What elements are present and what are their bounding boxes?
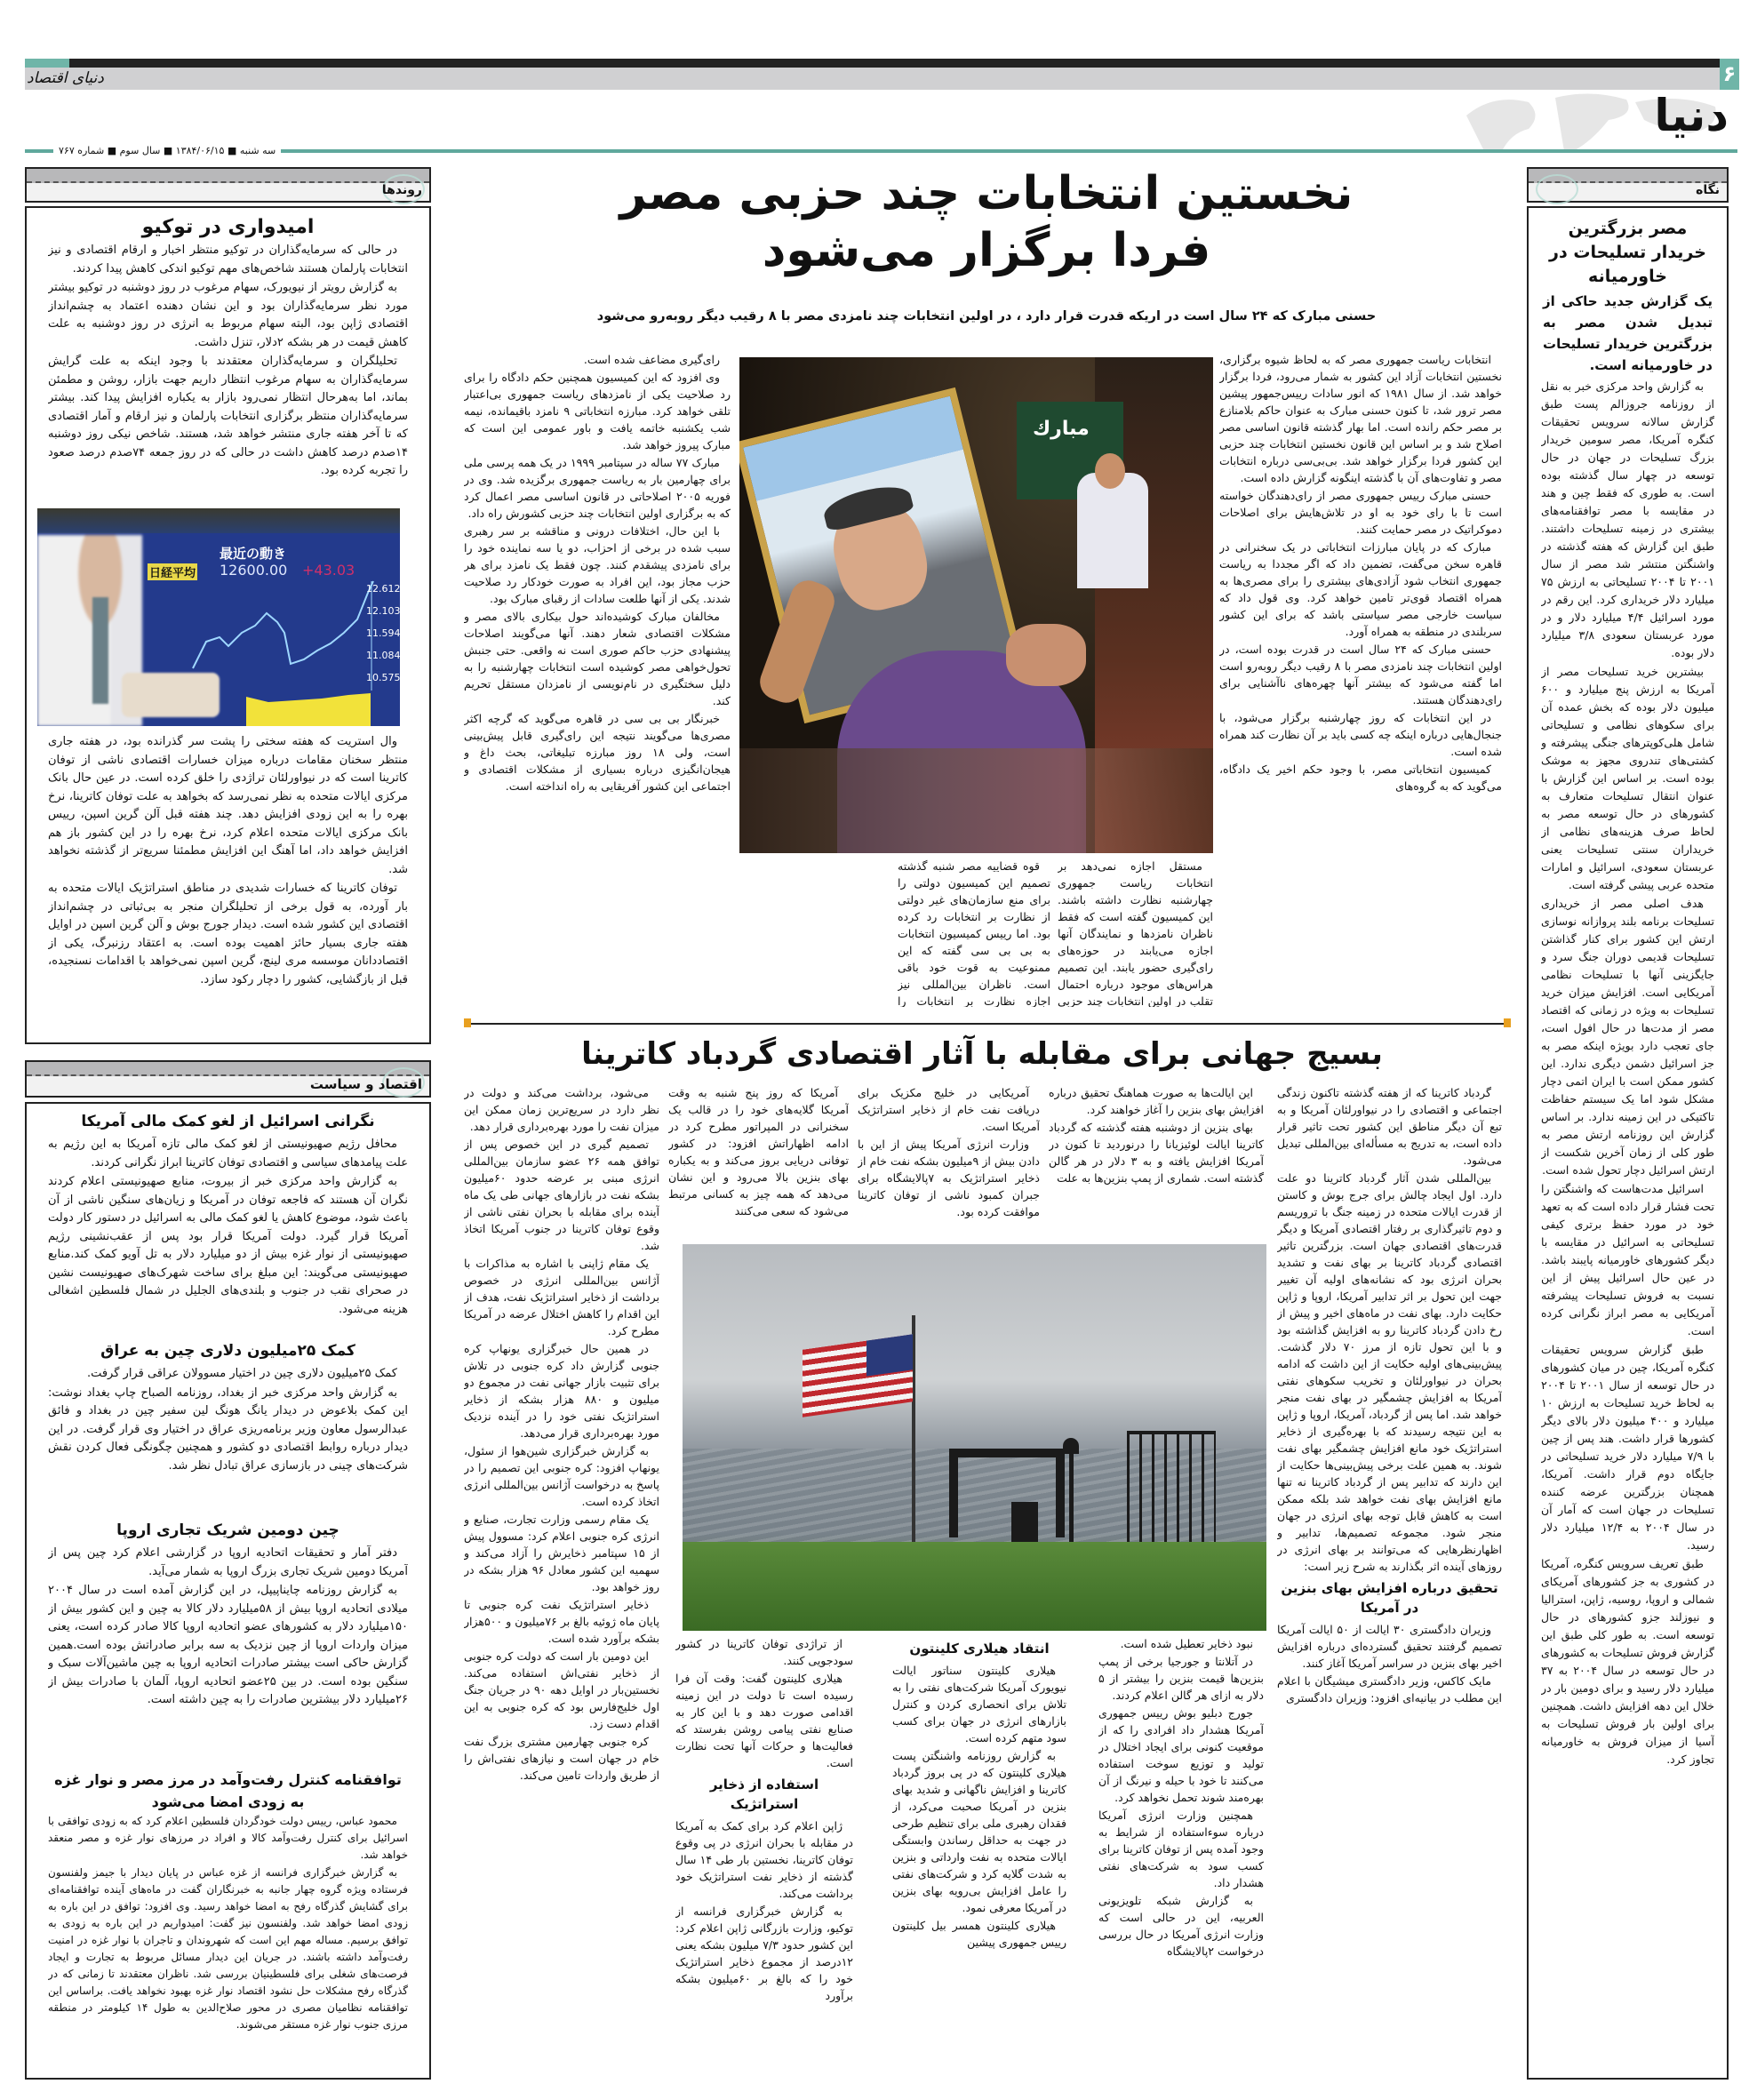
story-body — [48, 1136, 408, 1337]
paragraph: این ایالت‌ها به صورت هماهنگ تحقیق درباره افزایش بهای بنزین را آغاز خواهند کرد. — [1049, 1086, 1264, 1116]
divider-marker — [464, 1018, 471, 1027]
paragraph: طبق تعریف سرویس کنگره، آمریکا در کشوری به جز کشورهای آمریکای شمالی و اروپا، روسیه، ژاپن، استرالیا و نیوزلند جزو کشورهای در حال توسعه است. به طور کلی طبق این گزارش فروش تسلیحات به کشورهای در حال توسعه در سال ۲۰۰۴ به ۳۷ میلیارد دلار رسید و برای دومین بار در خلال این دهه افزایش داشت. همچنین برای اولین بار فروش تسلیحات به آسیا از میزان فروش به خاورمیانه تجاوز کرد. — [1541, 1557, 1714, 1766]
paragraph: هیلاری کلینتون گفت: وقت آن فرا رسیده است تا دولت در این زمینه اقدامی صورت دهد و با این کار به صنایع نفتی پیامی روشن بفرستد که فعالیت‌ها و حرکات آنها تحت نظارت است. — [675, 1672, 853, 1769]
story-headline: امیدواری در توکیو — [141, 216, 315, 238]
paragraph: به گزارش روزنامه واشنگتن پست هیلاری کلینتون که در پی بروز گردباد کاترینا و افزایش ناگهانی و شدید بهای بنزین در آمریکا صحبت می‌کرد، از فقدان رهبری ملی برای تنظیم طرحی در جهت به حداقل رساندن وابستگی ایالات متحده به نفت وارداتی و بنزین به شدت گلایه کرد و شرکت‌های نفتی را عامل افزایش بی‌رویه بهای بنزین در آمریکا معرفی نمود. — [892, 1749, 1066, 1914]
paragraph: گردباد کاترینا که از هفته گذشته تاکنون زندگی اجتماعی و اقتصادی را در نیواورلئان آمریکا و به تبع آن دیگر مناطق این کشور تحت تاثیر قرار داده است، به تدریج به مسأله‌ای بین‌المللی تبدیل می‌شود. — [1277, 1086, 1502, 1167]
index-value: 12600.00 — [220, 562, 288, 579]
story-body — [48, 242, 408, 501]
paragraph: با این حال، اختلافات درونی و مناقشه بر سر رهبری سبب شده در برخی از احزاب، دو یا سه نماینده خود را برای نامزدی پیشقدم کنند. چون فقط یک نامزد برای هر حزب مجاز بود، این افراد به صورت خودکار رد صلاحیت شدند. یکی از آنها طلعت سادات از رقبای مبارک بود. — [464, 524, 731, 605]
sidebar-header-negah — [1527, 167, 1729, 203]
sidebar-lead: یک گزارش جدید حاکی از تبدیل شدن مصر به بزرگترین خریدار تسلیحات در خاورمیانه است. — [1543, 293, 1713, 373]
column-text — [675, 1817, 853, 2004]
campaign-sign-text: مبارك — [1033, 418, 1090, 440]
paragraph: دفتر آمار و تحقیقات اتحادیه اروپا در گزارشی اعلام کرد چین پس از آمریکا دومین شریک تجاری بزرگ اروپا به شمار می‌آید. — [48, 1546, 408, 1578]
paragraph: ژاپن اعلام کرد برای کمک به آمریکا در مقابله با بحران انرژی در پی وقوع توفان کاترینا، نخستین بار طی ۱۴ سال گذشته از ذخایر نفت استراتژیک خود برداشت می‌کند. — [675, 1819, 853, 1900]
sidebar-label: روندها — [381, 183, 422, 197]
paragraph: به گزارش خبرگزاری فرانسه از توکیو، وزارت بازرگانی ژاپن اعلام کرد: این کشور حدود ۷/۳ میلیون بشکه یعنی ۱۲درصد از مجموع ذخایر استراتژیک خود را که بالغ بر ۶۰میلیون بشکه برآورد — [675, 1904, 853, 2002]
subheading: استفاده از ذخایر استراتژیک — [709, 1777, 819, 1812]
story-headline: نگرانی اسرائیل از لغو کمک مالی آمریکا — [81, 1113, 375, 1130]
top-black-bar — [25, 59, 1720, 68]
lead-subtitle: حسنی مبارک که ۲۴ سال است در اریکه قدرت قرار دارد ، در اولین انتخابات چند نامزدی مصر با ۸ رقیب دیگر روبه‌رو می‌شود — [596, 309, 1377, 323]
paragraph: همچنین وزارت انرژی آمریکا درباره سوءاستفاده از شرایط به وجود آمده پس از توفان کاترینا برای کسب سود به شرکت‌های نفتی هشدار داد. — [1098, 1809, 1264, 1889]
lamp-post — [1069, 1449, 1074, 1555]
paragraph: از تراژدی توفان کاترینا در کشور سودجویی کنند. — [675, 1637, 853, 1667]
paragraph: به گزارش رویتر از نیویورک، سهام مرغوب در روز دوشنبه در توکیو بیشتر مورد نظر سرمایه‌گذاران بود و این نشان دهنده اعتماد به چشم‌انداز اقتصادی ژاپن بود، البته سهام مربوط به انرژی در روز دوشنبه به علت کاهش قیمت در هر بشکه ۲دلار، تنزل داشت. — [48, 281, 408, 349]
paragraph: جورج دبلیو بوش رییس جمهوری آمریکا هشدار داد افرادی را که از موقعیت کنونی برای ایجاد اختلال در تولید و توزیع سوخت استفاده می‌کنند تا خود با حیله و نیرنگ از آن بهره‌مند شوند تحمل نخواهد کرد. — [1098, 1706, 1264, 1804]
axis-tick: 11.084 — [366, 650, 400, 661]
paragraph: وی افزود که این کمیسیون همچنین حکم دادگاه را برای رد صلاحیت یکی از نامزدهای ریاست جمهوری بی‌اعتبار تلقی خواهد کرد. مبارزه انتخاباتی ۹ نامزد باقیمانده، نیمه شب یکشنبه خاتمه یافت و باور عمومی این است که مبارک پیروز خواهد شد. — [464, 371, 731, 451]
paragraph: رای‌گیری مضاعف شده است. — [583, 353, 720, 366]
paragraph: به گزارش روزنامه چایناپیپل، در این گزارش آمده است در سال ۲۰۰۴ میلادی اتحادیه اروپا بیش از ۵۸میلیارد دلار کالا به چین و این کشور بیش از ۱۵۰میلیارد دلار به کشورهای عضو اتحادیه اروپا کالا صادر کرده است، یعنی میزان واردات اروپا از چین نزدیک به سه برابر صادراتش بوده است.همین گزارش حاکی است بیشتر صادرات اتحادیه اروپا به چین ماشین‌آلات سبک و سنگین بوده است. در بین ۲۵عضو اتحادیه اروپا، آلمان با صادرات بیش از ۲۶میلیارد دلار بیشترین صادرات را به چین داشته است. — [48, 1584, 408, 1706]
paragraph: مبارک که در پایان مبارزات انتخاباتی در یک سخنرانی در قاهره سخن می‌گفت، تضمین داد که اگر مجددا به ریاست جمهوری انتخاب شود آزادی‌های بیشتری را برای مصری‌ها به همراه اقتصاد قوی‌تر تامین خواهد کرد. وی قول داد که سیاست خارجی مصر سیاستی باشد که برای این کشور سربلندی در منطقه به همراه آورد. — [1219, 540, 1502, 638]
story-1 — [48, 1107, 408, 1337]
paragraph: در همین حال خبرگزاری یونهاپ کره جنوبی گزارش داد کره جنوبی در تلاش برای تثبیت بازار جهانی نفت در مجموع دو میلیون و ۸۸۰ هزار بشکه از ذخایر استراتژیک نفتی خود را در آینده نزدیک مورد بهره‌برداری قرار می‌دهد. — [464, 1342, 659, 1440]
katrina-column-d-bottom — [675, 1635, 853, 2080]
sidebar-label: اقتصاد و سیاست — [309, 1076, 422, 1092]
paragraph: به گزارش شبکه تلویزیونی العربیه، این در حالی است که وزارت انرژی آمریکا در حال بررسی درخواست ۲پالایشگاه — [1098, 1894, 1264, 1958]
axis-tick: 11.594 — [366, 627, 400, 639]
paragraph: ذخایر استراتژیک نفت کره جنوبی تا پایان ماه ژوئیه بالغ بر ۷۶میلیون و ۵۰۰هزار بشکه برآورد شده است. — [464, 1598, 659, 1645]
story-headline: توافقنامه کنترل رفت‌وآمد در مرز مصر و نوار غزه به زودی امضا می‌شود — [54, 1771, 402, 1810]
tokyo-stock-photo — [37, 508, 400, 726]
lead-column-3 — [898, 858, 1050, 1007]
dock-structure — [949, 1449, 1065, 1537]
lead-column-1 — [1219, 351, 1502, 1007]
story-headline: چین دومین شریک تجاری اروپا — [116, 1521, 339, 1539]
axis-tick: 12.612 — [366, 583, 400, 595]
subheading: انتقاد هیلاری کلینتون — [909, 1641, 1050, 1657]
paragraph: به گزارش واحد مرکزی خبر از بغداد، روزنامه الصباح چاپ بغداد نوشت: این کمک بلاعوض در دیدار یانگ هونگ لین سفیر چین در بغداد و فائق عبدالرسول معاون وزیر برنامه‌ریزی عراق در اختیار وی قرار گرفت. در این دیدار درباره روابط اقتصادی دو کشور و همچنین چگونگی فعال کردن نقش شرکت‌های چینی در بازسازی عراق تبادل نظر شد. — [48, 1385, 408, 1473]
paragraph: بین‌المللی شدن آثار گردباد کاترینا دو علت دارد. اول ایجاد چالش برای جرج بوش و کاستن از قدرت ایالات متحده در زمینه جنگ با تروریسم و دوم تاثیرگذاری بر رفتار اقتصادی آمریکا و دیگر قدرت‌های اقتصادی جهان است. بزرگترین تاثیر اقتصادی گردباد کاترینا بر بهای نفت و تشدید بحران انرژی بود که نشانه‌های اولیه آن تغییر جهت این تحول بر اثر تدابیر آمریکا، اروپا و ژاپن حکایت دارد. بهای نفت در ماه‌های اخیر و پیش از رخ دادن گردباد کاترینا رو به افزایش گذاشته بود و با این تحول تازه از مرز ۷۰ دلار گذشت. پیش‌بینی‌های اولیه حکایت از این داشت که ادامه بحران در نیواورلئان و تخریب سکوهای نفتی آمریکا به افزایش چشمگیر در بهای نفت منجر خواهد شد. اما پس از گردباد، آمریکا، اروپا و ژاپن به این نتیجه رسیدند که با بهره‌گیری از ذخایر استراتژیک خود مانع افزایش چشمگیر بهای نفت شوند. به همین علت برخی پیش‌بینی‌ها حکایت از این دارند که تدابیر پس از گردباد کاترینا نه تنها مانع افزایش بهای نفت خواهد شد بلکه ممکن است به کاهش قابل توجه بهای انرژی در جهان منجر شود. مجموعه تصمیم‌ها، تدابیر و اظهارنظرهایی که می‌توانند بر بهای انرژی در روزهای آینده اثر بگذارند به شرح زیر است: — [1277, 1171, 1502, 1573]
paragraph: تصمیم گیری در این خصوص پس از توافق همه ۲۶ عضو سازمان بین‌المللی انرژی مبنی بر عرضه حدود ۶۰میلیون بشکه نفت در بازارهای جهانی طی یک ماه آینده برای مقابله با بحران نفتی ناشی از وقوع توفان کاترینا در جنوب آمریکا اتخاذ شد. — [464, 1138, 659, 1252]
paragraph: یک مقام رسمی وزارت تجارت، صنایع و انرژی کره جنوبی اعلام کرد: مسوول پیش از ۱۵ سپتامبر ذخایرش را آزاد می‌کند و سهمیه این کشور معادل ۹۶ هزار بشکه در روز خواهد بود. — [464, 1513, 659, 1593]
paragraph: خبرنگار بی بی سی در قاهره می‌گوید که گرچه اکثر مصری‌ها می‌گویند نتیجه این رای‌گیری قابل پیش‌بینی است، ولی ۱۸ روز مبارزه تبلیغاتی، بحث داغ و هیجان‌انگیزی درباره بسیاری از مشکلات اقتصادی و اجتماعی این کشور آفریقایی به راه انداخته است. — [464, 712, 731, 793]
katrina-column-b-bottom — [1098, 1635, 1264, 2080]
paragraph: آمریکایی در خلیج مکزیک برای دریافت نفت خام از ذخایر استراتژیک آمریکا است. — [858, 1086, 1040, 1133]
top-accent-bar — [25, 59, 69, 68]
sidebar-box-negah — [1527, 206, 1729, 2080]
paragraph: طبق گزارش سرویس تحقیقات کنگره آمریکا، چین در میان کشورهای در حال توسعه از سال ۲۰۰۱ تا ۲۰۰۴ به لحاظ خرید تسلیحات به ارزش ۱۰ میلیارد و ۴۰۰ میلیون دلار بالای دیگر کشورها قرار داشت. هند پس از چین با ۷/۹ میلیارد دلار خرید تسلیحاتی در جایگاه دوم قرار داشت. آمریکا، همچنان بزرگترین عرضه کننده تسلیحات در جهان است که آمار آن در سال ۲۰۰۴ به ۱۲/۴ میلیارد دلار رسید. — [1541, 1343, 1714, 1552]
divider-marker — [1504, 1018, 1511, 1027]
katrina-column-right — [1277, 1084, 1502, 2080]
paragraph: مبارک ۷۷ ساله در سپتامبر ۱۹۹۹ در یک همه پرسی ملی برای چهارمین بار به ریاست جمهوری برگزیده شد. وی در فوریه ۲۰۰۵ اصلاحاتی در قانون اساسی مصر اعمال کرد که به برگزاری اولین انتخابات چند حزبی کشورش راه داد. — [464, 456, 731, 520]
column-text — [1277, 1084, 1502, 1575]
paragraph: محافل رژیم صهیونیستی از لغو کمک مالی تازه آمریکا به این رژیم به علت پیامدهای سیاسی و اقتصادی توفان کاترینا ابراز نگرانی کردند. — [48, 1138, 408, 1170]
lead-headline — [462, 165, 1511, 279]
paragraph: بهای بنزین از دوشنبه هفته گذشته که گردباد کاترینا ایالت لوئیزیانا را درنوردید تا کنون در آمریکا افزایش یافته و به ۳ دلار در هر گالن گذشته است. شماری از پمپ بنزین‌ها به علت — [1049, 1121, 1264, 1185]
story-3 — [48, 1516, 408, 1765]
katrina-column-b-top — [1049, 1084, 1264, 1237]
paragraph: حسنی مبارک رییس جمهوری مصر از رای‌دهندگان خواسته است تا با رای خود به او در تلاش‌هایش برای اصلاحات دموکراتیک در مصر حمایت کنند. — [1219, 489, 1502, 536]
section-title: دنیا — [1654, 90, 1729, 141]
headline-line: نخستین انتخابات چند حزبی مصر — [619, 167, 1354, 220]
paragraph: تحلیلگران و سرمایه‌گذاران معتقدند با وجود اینکه به علت گرایش سرمایه‌گذاران به سهام مرغوب انتظار داریم جهت بازار، روشن و مطمئن بماند، اما به‌هرحال انتظار نمی‌رود بازار به یکباره افزایش پیدا کند. بیشتر سرمایه‌گذاران منتظر برگزاری انتخابات پارلمان و نیز ارقام و آمار اقتصادی که تا آخر هفته جاری منتشر خواهد شد، هستند. شاخص نیکی روز دوشنبه ۱۴صدم درصد کاهش داشت در حالی که در روز جمعه ۷۴صدم درصد صعود را تجربه کرده بود. — [48, 355, 408, 477]
lead-column-2 — [1058, 858, 1213, 1007]
story-body — [48, 1813, 408, 2080]
column-text — [1277, 1621, 1502, 1706]
axis-tick: 10.575 — [366, 672, 400, 683]
paragraph: یک مقام ژاپنی با اشاره به مذاکرات با آژانس بین‌المللی انرژی در خصوص برداشت از ذخایر استراتژیک نفت، هدف از این اقدام را کاهش اختلال عرضه در آمریکا مطرح کرد. — [464, 1257, 659, 1337]
story-body — [48, 1545, 408, 1765]
katrina-column-c-bottom — [892, 1635, 1066, 2080]
screen-title: 最近の動き — [220, 546, 287, 562]
column-text — [892, 1662, 1066, 1951]
newspaper-logo: دنیای اقتصاد — [27, 69, 104, 87]
paragraph: حسنی مبارک که ۲۴ سال است در قدرت بوده است، در اولین انتخابات چند نامزدی مصر با ۸ رقیب دیگر روبه‌رو است اما گفته می‌شود که بیشتر آنها چهره‌های ناآشنایی برای رای‌دهندگان هستند. — [1219, 643, 1502, 707]
paragraph: کمک ۲۵میلیون دلاری چین در اختیار مسوولان عراقی قرار گرفت. — [86, 1367, 397, 1380]
paragraph: وزیران دادگستری ۳۰ ایالت از ۵۰ ایالت آمریکا تصمیم گرفتند تحقیق گسترده‌ای درباره افزایش اخیر بهای بنزین در سراسر آمریکا آغاز کنند. — [1277, 1623, 1502, 1670]
paragraph: قوه قضاییه مصر شنبه گذشته تصمیم این کمیسیون دولتی را برای منع سازمان‌های غیر دولتی از نظارت بر انتخابات رد کرده بود. اما رییس کمیسیون انتخابات به بی بی سی گفته که این ممنوعیت به قوت خود باقی است. ناظران بین‌المللی نیز اجازه نظارت بر انتخابات را — [898, 859, 1050, 1007]
us-flag — [803, 1334, 913, 1417]
sidebar-body — [1541, 378, 1714, 2022]
paragraph: نبود ذخایر تعطیل شده است. — [1120, 1637, 1253, 1650]
paragraph: به گزارش خبرگزاری فرانسه از غزه عباس در پایان دیدار با جیمز ولفنسون فرستاده ویژه گروه چهار جانبه به خبرنگاران گفت در ماه‌های آینده توافقنامه‌ای برای گشایش گذرگاه رفح به امضا خواهد رسید. وی افزود: توافق در این باره به زودی امضا خواهد شد. ولفنسون نیز گفت: امیدواریم در این باره به زودی به توافق برسیم. مساله مهم این است که شهروندان و تاجران با نوار غزه در امنیت رفت‌وآمد داشته باشند. در جریان این دیدار مسائل مربوط به تجارت و ایجاد فرصت‌های شغلی برای فلسطینیان بررسی شد. ناظران معتقدند تا زمانی که در گذرگاه رفح مشکلات حل نشود اقتصاد نوار غزه بهبود نخواهد یافت. براساس این توافقنامه نظامیان مصری در محور صلاح‌الدین به طول ۱۴ کیلومتر در منطقه مرزی جنوب نوار غزه مستقر می‌شوند. — [48, 1866, 408, 2031]
katrina-column-left — [464, 1084, 659, 2080]
paragraph: بیشترین خرید تسلیحات مصر از آمریکا به ارزش پنج میلیارد و ۶۰۰ میلیون دلار بوده که بخش عمده آن برای سکوهای نظامی و تسلیحاتی شامل هلی‌کوپترهای جنگی پیشرفته و کشتی‌های تندروی مجهز به موشک بوده است. بر اساس این گزارش با عنوان انتقال تسلیحات متعارف به کشورهای در حال توسعه مصر به لحاظ صرف هزینه‌های نظامی از خریداران سنتی تسلیحات یعنی عربستان سعودی، اسرائیل و امارات متحده عربی پیشی گرفته است. — [1541, 665, 1714, 891]
paragraph: هدف اصلی مصر از خریداری تسلیحات برنامه بلند پروازانه نوسازی ارتش این کشور برای کنار گذاشتن تسلیحات قدیمی دوران جنگ سرد و جایگزینی آنها با تسلیحات نظامی آمریکایی است. افزایش میزان خرید تسلیحات به ویژه در زمانی که اقتصاد مصر از مدت‌ها در حال افول است، جای تعجب دارد بویژه اینکه مصر به جز اسرائیل دشمن دیگری ندارد. این کشور ممکن است با ایران اتمی دچار مشکل شود اما یک سیستم حفاظت تاکتیکی در این زمینه ندارد. بر اساس گزارش این روزنامه ارتش مصر به طور کلی از زمان آخرین شکست از ارتش اسرائیل دچار تحول شده است. — [1541, 897, 1714, 1177]
paragraph: به گزارش واحد مرکزی خبر به نقل از روزنامه جروزالم پست طبق گزارش سالانه سرویس تحقیقات کنگره آمریکا، مصر سومین خریدار بزرگ تسلیحات در جهان در حال توسعه در چهار سال گذشته بوده است. به طوری که فقط چین و هند در مقایسه با مصر توافقنامه‌های بیشتری در زمینه تسلیحات داشتند. طبق این گزارش که هفته گذشته در واشنگتن منتشر شد مصر از سال ۲۰۰۱ تا ۲۰۰۴ تسلیحاتی به ارزش ۷۵ میلیارد دلار خریداری کرد. این رقم در مورد اسرائیل ۴/۴ میلیارد دلار و در مورد عربستان سعودی ۳/۸ میلیارد دلار بوده. — [1541, 379, 1714, 659]
economy-politics-box — [25, 1102, 431, 2080]
paragraph: محمود عباس، رییس دولت خودگردان فلسطین اعلام کرد که به زودی توافقی با اسرائیل برای کنترل رفت‌وآمد کالا و افراد در مرزهای نوار غزه و مصر منعقد خواهد شد. — [48, 1815, 408, 1861]
paragraph: وزارت انرژی آمریکا پیش از این با دادن بیش از ۹میلیون بشکه نفت خام از ذخایر استراتژیک به ۷پالایشگاه برای جبران کمبود ناشی از توفان کاترینا موافقت کرده بود. — [858, 1138, 1040, 1218]
paragraph: اسرائیل مدت‌هاست که واشنگتن را تحت فشار قرار داده است که به تعهد خود در مورد حفظ برتری کیفی تسلیحاتی به اسرائیل در مقایسه با دیگر کشورهای خاورمیانه پایبند باشد. در عین حال اسرائیل پیش از این نسبت به فروش تسلیحات پیشرفته آمریکایی به مصر ابراز نگرانی کرده است. — [1541, 1182, 1714, 1337]
index-label: 日経平均 — [148, 563, 197, 580]
page-number: ۶ — [1720, 59, 1739, 90]
paragraph: کره جنوبی چهارمین مشتری بزرگ نفت خام در جهان است و نیازهای نفتی‌اش را از طریق واردات تامین می‌کند. — [464, 1735, 659, 1782]
paragraph: انتخابات ریاست جمهوری مصر که به لحاظ شیوه برگزاری، نخستین انتخابات آزاد این کشور به شمار می‌رود، فردا برگزار خواهد شد. از سال ۱۹۸۱ که انور سادات رییس‌جمهور پیشین مصر ترور شد، تا کنون حسنی مبارک به عنوان حاکم بلامنازع بر مصر حکم رانده است. اما بهار گذشته قانون اساسی مصر اصلاح شد و بر اساس این قانون نخستین انتخابات چند حزبی این کشور فردا برگزار خواهد شد. بی‌بی‌سی درباره انتخابات مصر و تفاوت‌های آن با گذشته اینگونه گزارش داده است. — [1219, 353, 1502, 484]
paragraph: در آتلانتا و جورجیا برخی از پمپ بنزین‌ها قیمت بنزین را بیشتر از ۵ دلار به ازای هر گالن اعلام کردند. — [1098, 1655, 1264, 1702]
top-gray-band — [25, 68, 1720, 90]
paragraph: در حالی که سرمایه‌گذاران در توکیو منتظر اخبار و ارقام اقتصادی و نیز انتخابات پارلمان هستند شاخص‌های مهم توکیو اندکی کاهش پیدا کردند. — [48, 244, 408, 275]
column-text — [675, 1635, 853, 1771]
dateline-rule — [25, 149, 1737, 153]
paragraph: آمریکا که روز پنج شنبه به وقت آمریکا گلایه‌های خود را در قالب یک سخنرانی در المپراتور مطرح کرد در ادامه اظهاراتش افزود: در کشور توفانی دریایی بروز می‌کند و به یکباره بهای بنزین بالا می‌رود و این نشان می‌دهد که همه چیز به کسانی مرتبط می‌شود که سعی می‌کنند — [668, 1086, 849, 1218]
paragraph: می‌شود، برداشت می‌کند و دولت در نظر دارد در سریع‌ترین زمان ممکن این میزان نفت را مورد بهره‌برداری قرار دهد. — [464, 1086, 659, 1133]
paragraph: در این انتخابات که روز چهارشنبه برگزار می‌شود، با جنجال‌هایی درباره اینکه چه کسی باید بر آن نظارت کند همراه شده است. — [1219, 711, 1502, 758]
headline-line: فردا برگزار می‌شود — [762, 224, 1211, 277]
paragraph: این دومین بار است که دولت کره جنوبی از ذخایر نفتی‌اش استفاده می‌کند. نخستین‌بار در اوایل دهه ۹۰ در جریان جنگ اول خلیج‌فارس بود که کره جنوبی به این اقدام دست زد. — [464, 1649, 659, 1730]
lead-column-4 — [464, 351, 731, 1007]
paragraph: مخالفان مبارک کوشیده‌اند حول بیکاری بالای مصر و مشکلات اقتصادی شعار دهند. آنها می‌گویند اصلاحات پیشنهادی حزب حاکم صوری است نه واقعی. حتی جنبش تحول‌خواهی مصر کوشیده است انتخابات چهارشنبه را به دلیل سختگیری در نام‌نویسی از نامزدان مستقل تحریم کند. — [464, 610, 731, 707]
katrina-flood-photo — [683, 1244, 1266, 1631]
dateline: سه شنبه ■ ۱۳۸۴/۰۶/۱۵ ■ سال سوم ■ شماره ۷۶۷ — [53, 143, 281, 159]
story-2 — [48, 1337, 408, 1513]
story-4 — [48, 1769, 408, 2080]
subheading: تحقیق درباره افزایش بهای بنزین در آمریکا — [1281, 1580, 1498, 1616]
paragraph: هیلاری کلینتون سناتور ایالت نیویورک آمریکا شرکت‌های نفتی را به تلاش برای انحصاری کردن و کنترل بازارهای انرژی در جهان برای کسب سود متهم کرده است. — [892, 1664, 1066, 1745]
axis-ticks — [366, 578, 400, 689]
mubarak-rally-photo — [739, 357, 1213, 853]
paragraph: مستقل اجازه نمی‌دهد بر انتخابات ریاست جمهوری چهارشنبه نظارت داشته باشند. این کمیسیون گفته است که فقط ناظران نامزدها و نمایندگان آنها اجازه می‌یابند در حوزه‌های رای‌گیری حضور یابند. این تصمیم هراس‌های موجود درباره احتمال تقلب در اولین انتخابات چند حزبی — [1058, 859, 1213, 1007]
katrina-column-c-top — [858, 1084, 1040, 1237]
sidebar-label: نگاه — [1696, 183, 1720, 197]
story-body-continued — [48, 733, 408, 1044]
katrina-headline: بسیج جهانی برای مقابله با آثار اقتصادی گردباد کاترینا — [581, 1036, 1383, 1072]
index-change: +43.03 — [302, 562, 355, 579]
paragraph: به گزارش خبرگزاری شین‌هوا از سئول، یونهاپ افزود: کره جنوبی این تصمیم را در پاسخ به درخواست آژانس بین‌المللی انرژی اتخاذ کرده است. — [464, 1444, 659, 1508]
axis-tick: 12.103 — [366, 605, 400, 617]
sidebar-headline: مصر بزرگترین خریدار تسلیحات در خاورمیانه — [1549, 219, 1706, 286]
story-headline: کمک ۲۵میلیون دلاری چین به عراق — [100, 1342, 355, 1360]
trends-box — [25, 206, 431, 1044]
katrina-column-d-top — [668, 1084, 849, 1237]
sidebar-header-economy-politics — [25, 1060, 431, 1098]
paragraph: توفان کاترینا که خسارات شدیدی در مناطق استراتژیک ایالات متحده به بار آورده، به قول برخی از تحلیلگران منجر به بی‌ثباتی در چشم‌انداز اقتصادی این کشور شده است. دیدار جورج بوش و آلن گرین اسپن در اوایل هفته جاری بسیار حائز اهمیت بوده است. به اعتقاد رزنبرگ، یکی از اقتصاددانان موسسه مری لینچ، گرین اسپن نمی‌خواهد با اقدامات نسنجیده، قبل از بازگشایی، کشور را دچار رکود سازد. — [48, 882, 408, 986]
story-body — [48, 1365, 408, 1513]
paragraph: کمیسیون انتخاباتی مصر، با وجود حکم اخیر یک دادگاه، می‌گوید که به گروه‌های — [1219, 763, 1502, 793]
sidebar-header-trends — [25, 167, 431, 203]
paragraph: هیلاری کلینتون همسر بیل کلینتون رییس جمهوری پیشین — [892, 1919, 1066, 1949]
section-divider — [471, 1023, 1504, 1025]
paragraph: مایک کاکس، وزیر دادگستری میشیگان با اعلام این مطلب در بیانیه‌ای افزود: وزیران دادگستری — [1277, 1674, 1502, 1705]
paragraph: وال استریت که هفته سختی را پشت سر گذرانده بود، در هفته جاری منتظر سخنان مقامات درباره میزان خسارات اقتصادی ناشی از توفان کاترینا است که در نیواورلئان تراژدی را خلق کرده است. در عین حال بانک مرکزی ایالات متحده به نظر نمی‌رسد که بخواهد به علت توفان کاترینا، نرخ بهره را به این زودی افزایش دهد. چند هفته قبل آلن گرین اسپن، رییس بانک مرکزی ایالات متحده اعلام کرد، نرخ بهره را در این کشور باز هم افزایش خواهد داد، اما آهنگ این افزایش مطمئنا سریع‌تر از گذشته نخواهد شد. — [48, 735, 408, 876]
globe-icon — [1536, 174, 1578, 204]
paragraph: به گزارش واحد مرکزی خبر از بیروت، منابع صهیونیستی اعلام کردند نگران آن هستند که فاجعه توفان در آمریکا و زیان‌های سنگین ناشی از آن باعث شود، موضوع کاهش یا لغو کمک مالی به اسرائیل در دستور کار دولت آمریکا قرار گیرد. دولت آمریکا قرار بود پس از عقب‌نشینی رژیم صهیونیستی از نوار غزه بیش از دو میلیارد دلار به تل آویو کمک کند.منابع صهیونیستی می‌گویند: این مبلغ برای ساخت شهرک‌های صهیونیست نشین در صحرای نقب در جنوب و بلندی‌های الجلیل در شمال فلسطین اشغالی هزینه می‌شود. — [48, 1175, 408, 1316]
